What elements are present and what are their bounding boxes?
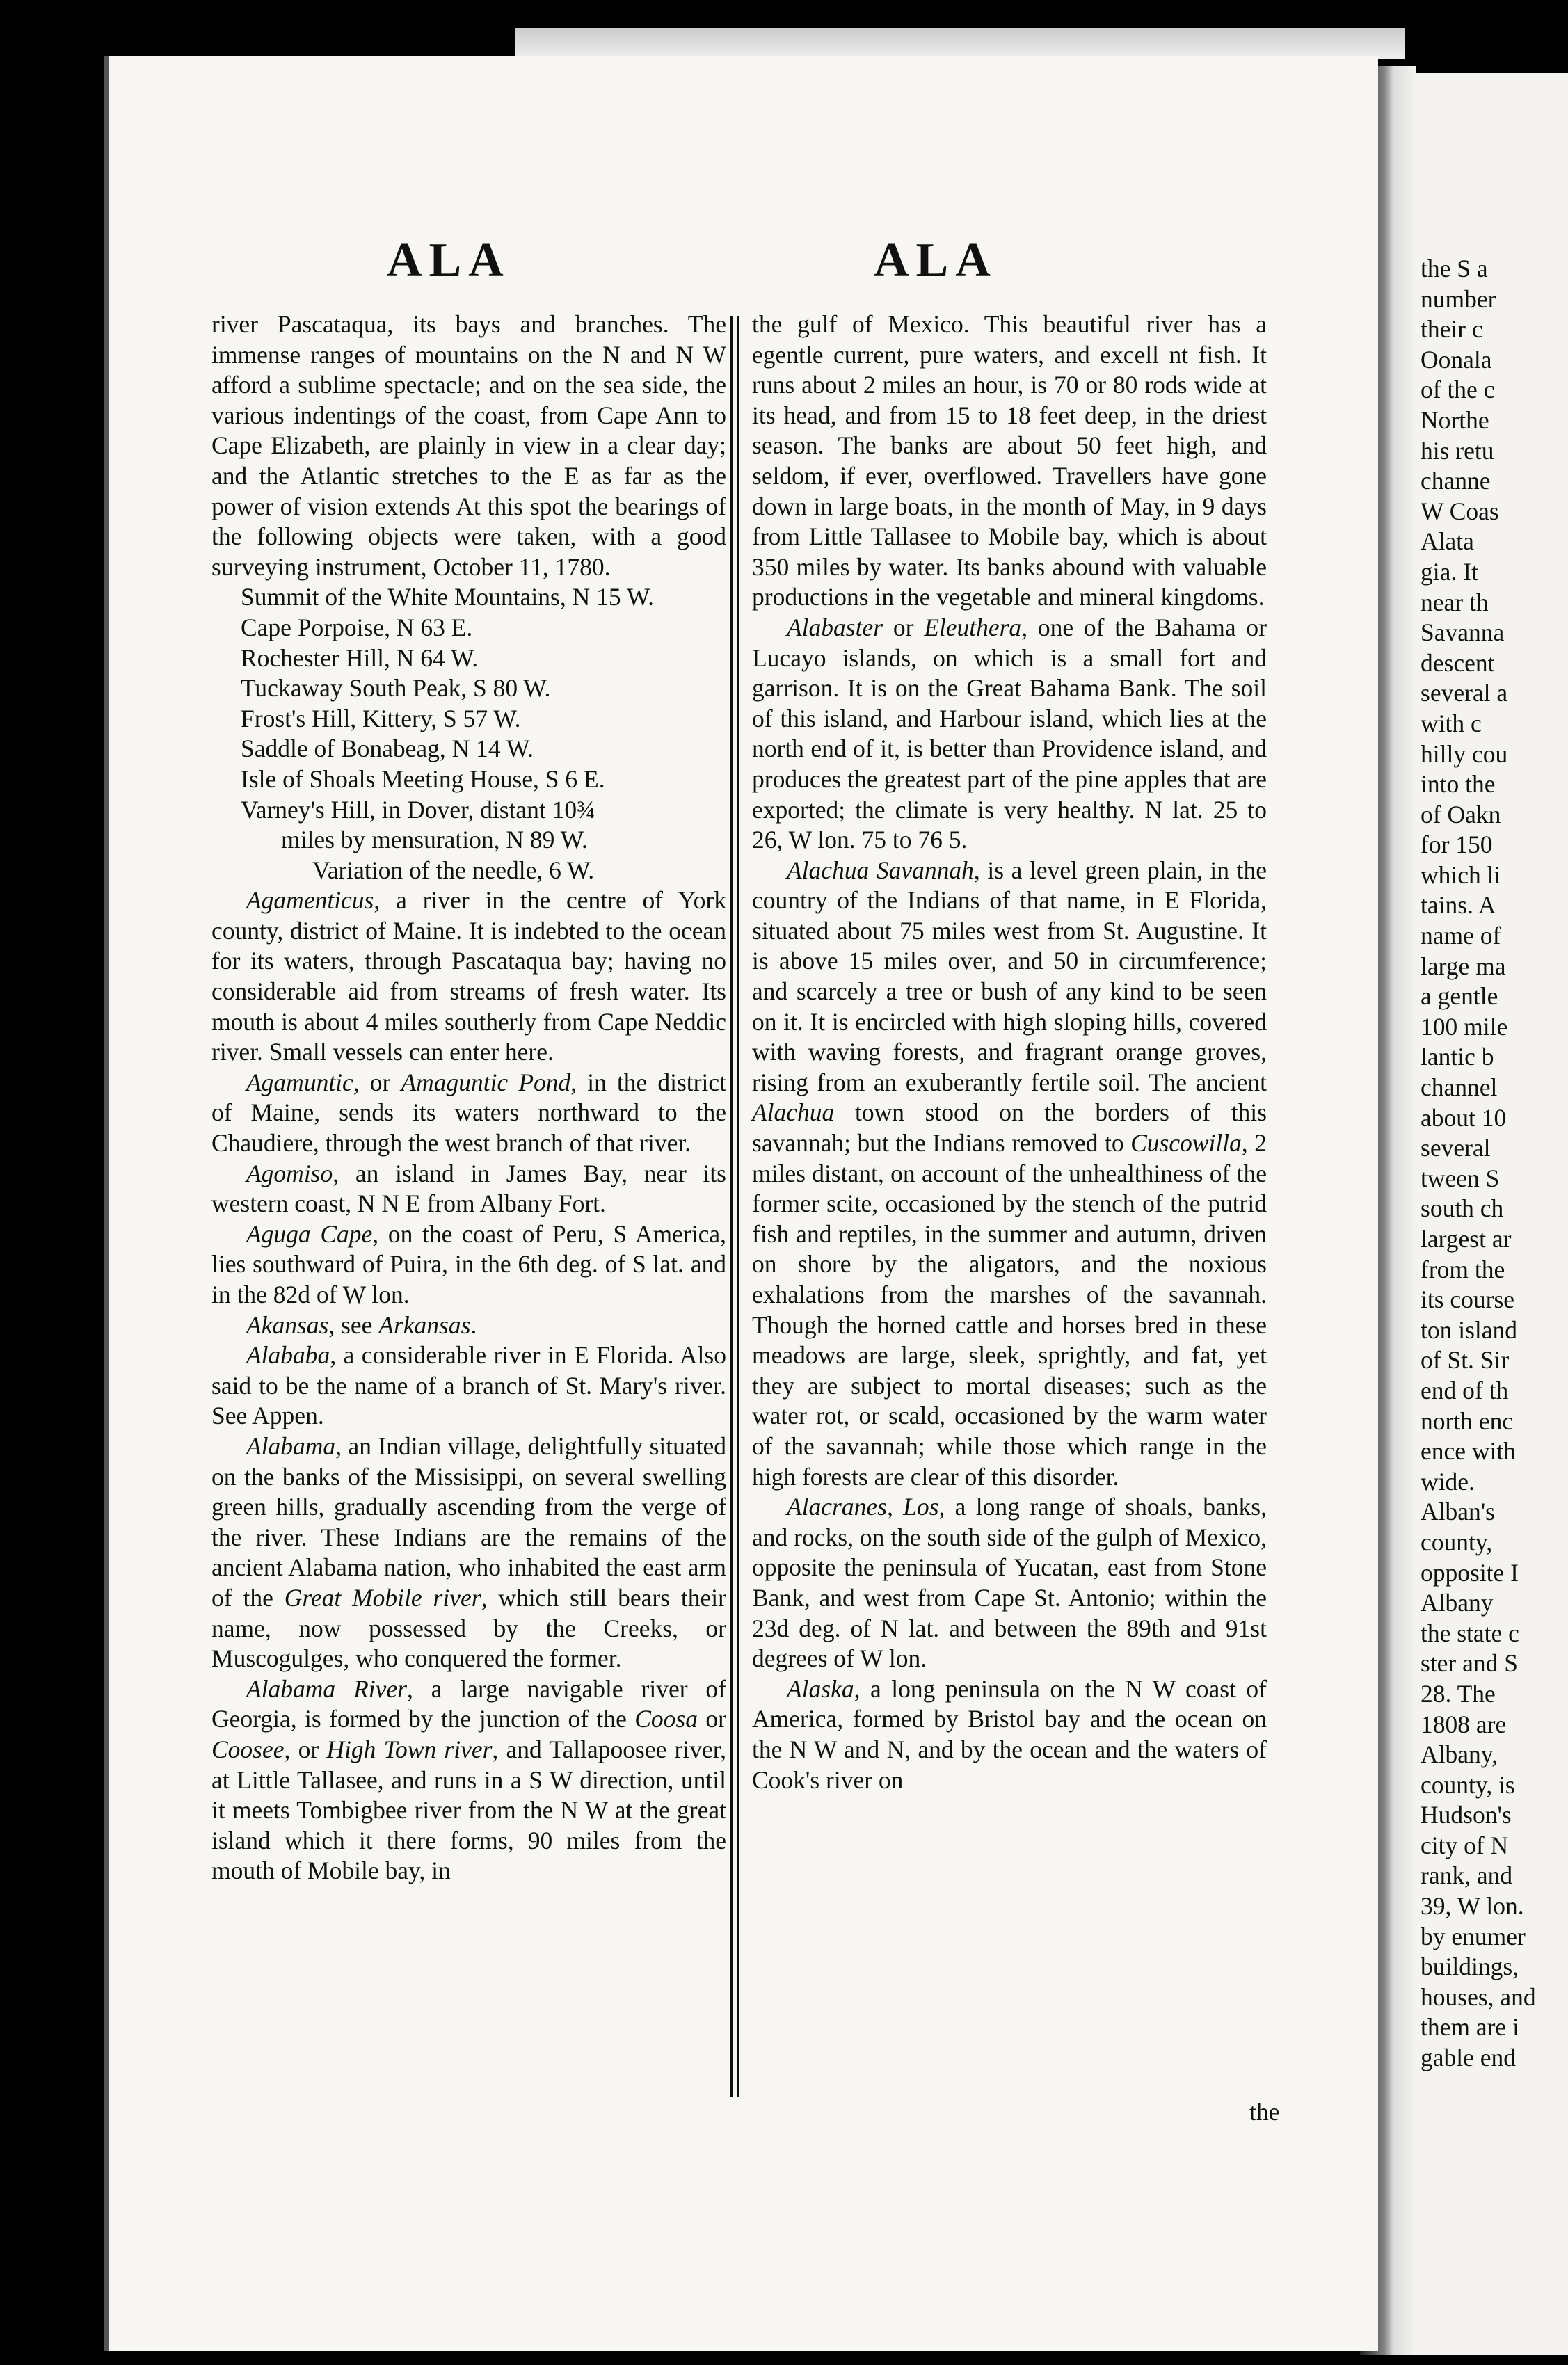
column-rule [730, 316, 739, 2097]
bearing-line [211, 734, 726, 764]
bearing-line [211, 673, 726, 704]
adjacent-page-line: Oonala [1421, 345, 1492, 374]
adjacent-page-line: them are i [1421, 2013, 1519, 2042]
adjacent-page-text [1421, 254, 1568, 2074]
bearing-text: Rochester Hill, N 64 W. [241, 643, 479, 672]
bearing-line [211, 613, 726, 643]
gazetteer-entry [211, 1068, 726, 1159]
bearing-line [211, 704, 726, 735]
adjacent-page-line: several [1421, 1134, 1491, 1162]
bearing-text: Saddle of Bonabeag, N 14 W. [241, 735, 534, 763]
entry-text: , a long range of shoals, banks, and rocks, on the south side of the gulph of Mexico, opposite the peninsula of Yucatan, east from Stone Bank, and west from Cape St. Antonio; within the 23d deg. of N lat. and between the 89th and 91st degrees of W lon. [752, 1493, 1267, 1673]
adjacent-page-line: of St. Sir [1421, 1346, 1510, 1374]
adjacent-page-line: which li [1421, 860, 1501, 889]
adjacent-page-line: for 150 [1421, 831, 1493, 859]
entry-headword: Agamenticus [246, 886, 374, 915]
adjacent-page-line: city of N [1421, 1831, 1509, 1859]
adjacent-page-line: county, [1421, 1528, 1493, 1556]
bearing-line [211, 764, 726, 795]
adjacent-page-line: county, is [1421, 1770, 1515, 1799]
bearing-text: Varney's Hill, in Dover, distant 10¾ [241, 795, 595, 824]
adjacent-page-line: ster and S [1421, 1649, 1519, 1678]
entry-headword: Aguga Cape [246, 1219, 373, 1248]
adjacent-page-line: lantic b [1421, 1043, 1494, 1071]
gazetteer-entry [211, 885, 726, 1068]
adjacent-page-line: name of [1421, 922, 1501, 950]
entry-headword: Alacranes, Los [787, 1493, 939, 1521]
adjacent-page-line: houses, and [1421, 1982, 1536, 2011]
adjacent-page-line: Savanna [1421, 618, 1505, 647]
adjacent-page-line: Alata [1421, 527, 1474, 556]
bearing-text: Cape Porpoise, N 63 E. [241, 613, 473, 641]
bearing-line [211, 825, 726, 856]
entry-text: , an Indian village, delightfully situated on the banks of the Missisippi, on several swelling green hills, gradually ascending from the verge of the river. These Indians are the remains of the ancient Alabama nation, who inhabited the east arm of the [211, 1432, 726, 1612]
entry-headword: Alabama River [246, 1674, 407, 1703]
adjacent-page-line: several a [1421, 679, 1508, 707]
bearing-text: Frost's Hill, Kittery, S 57 W. [241, 704, 521, 732]
adjacent-page [1405, 73, 1568, 2355]
entry-text: , 2 miles distant, on account of the unhealthiness of the former scite, occasioned by the stench of the putrid fish and reptiles, in the summer and autumn, driven on shore by the aligators, and the noxious exhalations from the marshes of the savannah. Though the horned cattle and horses bred in these meadows are large, sleek, sprightly, and fat, yet they are subject to mortal diseases; such as the water rot, or scald, occasioned by the warm water of the savannah; while those which range in the high forests are clear of this disorder. [752, 1129, 1267, 1491]
entry-headword: Alabaster [787, 613, 883, 641]
entry-headword: Coosa [634, 1705, 698, 1733]
entry-headword: Great Mobile river [284, 1583, 481, 1612]
adjacent-page-line: 39, W lon. [1421, 1892, 1524, 1921]
entry-headword: Arkansas [378, 1310, 471, 1339]
adjacent-page-line: channel [1421, 1073, 1498, 1102]
adjacent-page-line: 1808 are [1421, 1710, 1507, 1738]
entry-text: , a river in the centre of York county, district of Maine. It is indebted to the ocean for its waters, through Pascataqua bay; having no considerable aid from streams of fresh water. Its mouth is about 4 miles southerly from Cape Neddic river. Small vessels can enter here. [211, 886, 726, 1066]
gazetteer-entry [211, 1674, 726, 1886]
bearing-text: Isle of Shoals Meeting House, S 6 E. [241, 764, 605, 793]
gazetteer-entry [211, 1340, 726, 1432]
adjacent-page-line: from the [1421, 1255, 1505, 1283]
entry-headword: Coosee [211, 1735, 285, 1763]
entry-text: the gulf of Mexico. This beautiful river has a egentle current, pure waters, and excell nt fish. It runs about 2 miles an hour, is 70 or 80 rods wide at its head, and from 15 to 18 feet deep, in the driest season. The banks are about 50 feet high, and seldom, if ever, overflowed. Travellers have gone down in large boats, in the month of May, in 9 days from Little Tallasee to Mobile bay, which is about 350 miles by water. Its banks abound with valuable productions in the vegetable and mineral kingdoms. [752, 310, 1267, 611]
entry-text: , an island in James Bay, near its western coast, N N E from Albany Fort. [211, 1159, 726, 1218]
entry-text: , in the district of Maine, sends its waters northward to the Chaudiere, through the west branch of that river. [211, 1068, 726, 1157]
entry-text: , is a level green plain, in the country of the Indians of that name, in E Florida, situated about 75 miles west from St. Augustine. It is above 15 miles over, and 50 in circumference; and scarcely a tree or bush of any kind to be seen on it. It is encircled with high sloping hills, covered with waving forests, and fragrant orange groves, rising from an exuberantly fertile soil. The ancient [752, 856, 1267, 1096]
gazetteer-entry [211, 1432, 726, 1674]
adjacent-page-line: about 10 [1421, 1103, 1507, 1132]
catchword: the [1249, 2098, 1280, 2126]
bearing-line [211, 795, 726, 826]
running-head-left: ALA [387, 234, 511, 287]
entry-text: , a long peninsula on the N W coast of America, formed by Bristol bay and the ocean on the N W and N, and by the ocean and the waters of Cook's river on [752, 1674, 1267, 1794]
adjacent-page-line: its course [1421, 1285, 1515, 1314]
adjacent-page-line: the S a [1421, 255, 1488, 282]
gazetteer-entry [752, 1492, 1267, 1674]
entry-headword: Alachua [752, 1098, 835, 1127]
adjacent-page-line: largest ar [1421, 1225, 1512, 1253]
column-left [211, 310, 726, 1886]
gazetteer-entry [752, 613, 1267, 856]
adjacent-page-line: near th [1421, 588, 1489, 616]
adjacent-page-line: opposite I [1421, 1558, 1519, 1587]
adjacent-page-line: W Coas [1421, 497, 1499, 525]
entry-text: , which still bears their name, now possessed by the Creeks, or Muscogulges, who conquered the former. [211, 1583, 726, 1673]
gazetteer-entry [752, 856, 1267, 1492]
gazetteer-entry [211, 1159, 726, 1219]
adjacent-page-line: hilly cou [1421, 739, 1508, 768]
adjacent-page-line: Albany [1421, 1589, 1494, 1617]
adjacent-page-line: with c [1421, 709, 1482, 737]
adjacent-page-line: ence with [1421, 1437, 1517, 1466]
entry-text: , a large navigable river of Georgia, is formed by the junction of the [211, 1674, 726, 1733]
adjacent-page-edge [515, 28, 1405, 59]
entry-headword: Eleuthera [924, 613, 1022, 641]
running-head-right: ALA [874, 234, 998, 287]
entry-headword: Alachua Savannah [787, 856, 974, 884]
entry-text: , and Tallapoosee river, at Little Tallasee, and runs in a S W direction, until it meets Tombigbee river from the N W at the great island which it there forms, 90 miles from the mouth of Mobile bay, in [211, 1735, 726, 1885]
entry-headword: Cuscowilla [1130, 1129, 1242, 1157]
entry-text: , on the coast of Peru, S America, lies southward of Puira, in the 6th deg. of S lat. and in the 82d of W lon. [211, 1219, 727, 1308]
bearing-line [211, 643, 726, 674]
adjacent-page-line: tains. A [1421, 891, 1496, 920]
adjacent-page-line: the state c [1421, 1619, 1519, 1647]
entry-headword: Akansas [246, 1310, 329, 1339]
adjacent-page-line: of the c [1421, 376, 1495, 404]
entry-text: , see [328, 1310, 379, 1339]
bearing-text: miles by mensuration, N 89 W. [281, 826, 588, 854]
adjacent-page-line: channe [1421, 467, 1491, 495]
book-page [104, 56, 1378, 2351]
variation-text: Variation of the needle, 6 W. [312, 856, 595, 884]
entry-continuation [211, 310, 726, 582]
adjacent-page-line: 28. The [1421, 1679, 1496, 1708]
gazetteer-entry [211, 1310, 726, 1341]
adjacent-page-line: Hudson's [1421, 1801, 1512, 1829]
entry-headword: Alababa [246, 1341, 330, 1370]
entry-continuation [752, 310, 1267, 613]
variation-line [211, 856, 726, 886]
adjacent-page-line: by enumer [1421, 1922, 1526, 1950]
adjacent-page-line: south ch [1421, 1194, 1504, 1223]
adjacent-page-line: buildings, [1421, 1953, 1519, 1981]
adjacent-page-line: their c [1421, 315, 1483, 344]
adjacent-page-line: end of th [1421, 1376, 1509, 1404]
entry-headword: High Town river [326, 1735, 493, 1763]
adjacent-page-line: his retu [1421, 436, 1494, 465]
gazetteer-entry [211, 1219, 726, 1310]
gazetteer-entry [752, 1674, 1267, 1795]
adjacent-page-line: number [1421, 284, 1496, 313]
entry-headword: Alaska [787, 1674, 854, 1703]
adjacent-page-line: of Oakn [1421, 800, 1501, 828]
adjacent-page-line: a gentle [1421, 982, 1498, 1011]
entry-text: . [470, 1310, 477, 1339]
adjacent-page-line: descent [1421, 648, 1495, 677]
adjacent-page-line: ton island [1421, 1315, 1518, 1344]
entry-headword: Agamuntic [246, 1068, 353, 1096]
adjacent-page-line: tween S [1421, 1164, 1500, 1192]
entry-text: , a considerable river in E Florida. Also said to be the name of a branch of St. Mary's river. See Appen. [211, 1341, 726, 1430]
adjacent-page-line: Albany, [1421, 1740, 1498, 1769]
entry-text: or [698, 1705, 726, 1733]
bearing-text: Tuckaway South Peak, S 80 W. [241, 674, 551, 703]
entry-headword: Amaguntic Pond [401, 1068, 571, 1096]
adjacent-page-line: north enc [1421, 1406, 1514, 1435]
entry-headword: Agomiso [246, 1159, 333, 1187]
bearing-line [211, 582, 726, 613]
entry-text: , one of the Bahama or Lucayo islands, on which is a small fort and garrison. It is on the Great Bahama Bank. The soil of this island, and Harbour island, which lies at the north end of it, is better than Providence island, and produces the greatest part of the pine apples that are exported; the climate is very healthy. N lat. 25 to 26, W lon. 75 to 76 5. [752, 613, 1267, 854]
adjacent-page-line: gia. It [1421, 557, 1478, 586]
entry-text: town stood on the borders of this savannah; but the Indians removed to [752, 1098, 1267, 1157]
adjacent-page-line: rank, and [1421, 1861, 1513, 1890]
entry-headword: Alabama [246, 1432, 336, 1460]
entry-text: , or [353, 1068, 401, 1096]
entry-text: , or [284, 1735, 327, 1763]
column-right [752, 310, 1267, 1795]
adjacent-page-line: large ma [1421, 952, 1506, 980]
adjacent-page-line: Alban's [1421, 1498, 1495, 1526]
bearing-text: Summit of the White Mountains, N 15 W. [241, 583, 654, 611]
adjacent-page-line: wide. [1421, 1467, 1475, 1496]
entry-text: or [883, 613, 925, 641]
adjacent-page-line: Northe [1421, 406, 1489, 434]
entry-text: river Pascataqua, its bays and branches. The immense ranges of mountains on the N and N W afford a sublime spectacle; and on the sea side, the various indentings of the coast, from Cape Ann to Cape Elizabeth, are plainly in view in a clear day; and the Atlantic stretches to the E as far as the power of vision extends At this spot the bearings of the following objects were taken, with a good surveying instrument, October 11, 1780. [211, 310, 726, 581]
adjacent-page-line: 100 mile [1421, 1012, 1508, 1041]
adjacent-page-line: into the [1421, 770, 1496, 799]
adjacent-page-line: gable end [1421, 2044, 1517, 2072]
